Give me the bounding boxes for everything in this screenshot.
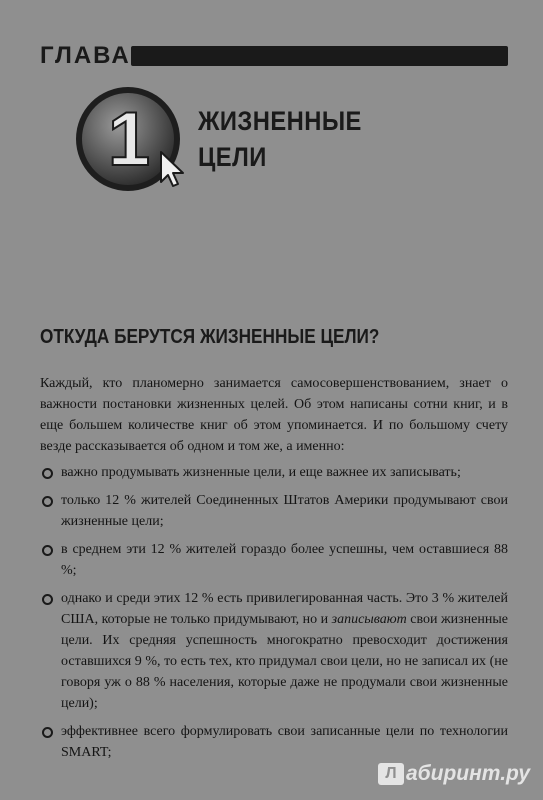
chapter-number: 1 <box>107 97 151 182</box>
chapter-label: ГЛАВА <box>40 42 131 69</box>
bullet-list <box>40 462 508 763</box>
list-item: в среднем эти 12 % жителей гораздо более успешны, чем оставшиеся 88 %; <box>40 539 508 581</box>
bullet-circle-icon <box>42 727 53 738</box>
body-text <box>40 373 508 770</box>
bullet-circle-icon <box>42 545 53 556</box>
section-heading: ОТКУДА БЕРУТСЯ ЖИЗНЕННЫЕ ЦЕЛИ? <box>40 326 380 348</box>
watermark-logo-icon: Л <box>378 763 404 785</box>
intro-paragraph: Каждый, кто планомерно занимается самосовершенствованием, знает о важности постановки жизненных целей. Об этом написаны сотни книг, и в еще большем количестве книг об этом упоминается. И по большому счету везде рассказывается об одном и том же, а именно: <box>40 376 508 454</box>
bullet-circle-icon <box>42 496 53 507</box>
chapter-title-line1: ЖИЗНЕННЫЕ <box>198 106 362 136</box>
list-item: только 12 % жителей Соединенных Штатов Америки продумывают свои жизненные цели; <box>40 490 508 532</box>
bullet-circle-icon <box>42 594 53 605</box>
watermark-text: абиринт.ру <box>405 762 530 785</box>
chapter-title <box>198 103 362 175</box>
emphasis-word: записывают <box>331 612 407 627</box>
list-item: однако и среди этих 12 % есть привилегированная часть. Это 3 % жителей США, которые не только придумывают, но и записывают свои жизненные цели. Их средняя успешность многократно превосходит достижения оставшихся 9 %, то есть тех, кто придумал свои цели, но не записал их (не говоря уж о 88 % населения, которые даже не продумали свои жизненные цели); <box>40 588 508 714</box>
chapter-number-badge <box>73 84 191 202</box>
list-item: эффективнее всего формулировать свои записанные цели по технологии SMART; <box>40 721 508 763</box>
list-item: важно продумывать жизненные цели, и еще важнее их записывать; <box>40 462 508 483</box>
chapter-title-line2: ЦЕЛИ <box>198 142 267 172</box>
chapter-header-bar <box>131 46 508 66</box>
watermark <box>378 762 530 786</box>
bullet-circle-icon <box>42 468 53 479</box>
